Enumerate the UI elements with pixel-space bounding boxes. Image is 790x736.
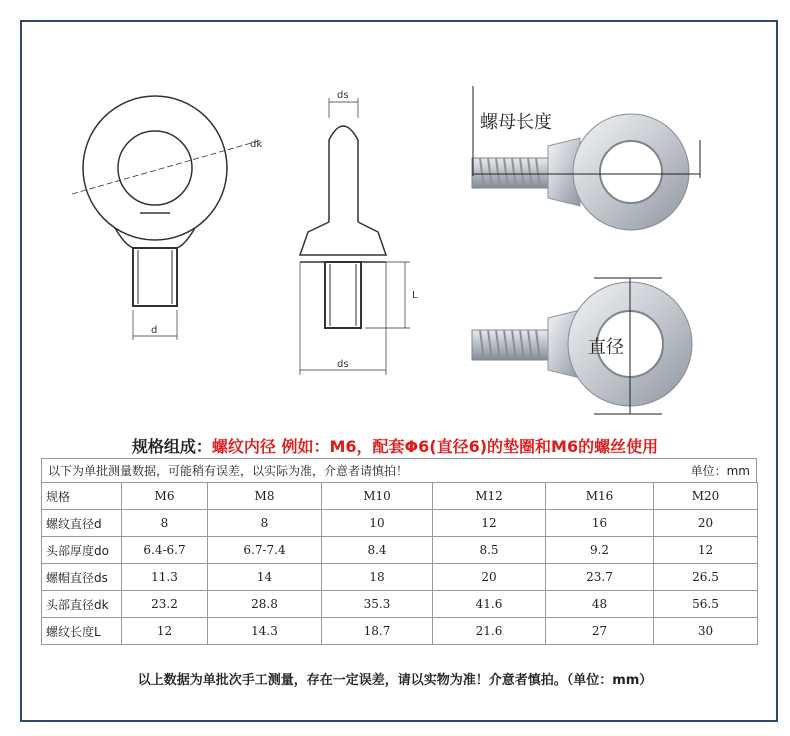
table-cell: 8.5 (433, 537, 546, 564)
table-row (42, 591, 758, 618)
table-cell: 23.2 (122, 591, 208, 618)
table-cell: 20 (654, 510, 758, 537)
spec-heading-prefix: 规格组成： (131, 437, 212, 456)
table-cell: 14 (208, 564, 322, 591)
table-cell: 28.8 (208, 591, 322, 618)
table-cell: 8 (122, 510, 208, 537)
label-nut-length: 螺母长度 (480, 112, 552, 133)
table-cell: 8 (208, 510, 322, 537)
table-cell: 30 (654, 618, 758, 645)
spec-grid (41, 482, 758, 645)
table-cell: 26.5 (654, 564, 758, 591)
table-cell: 23.7 (546, 564, 654, 591)
table-cell: 8.4 (322, 537, 433, 564)
label-ds-bottom: ds (337, 359, 349, 370)
row-label: 螺纹长度L (42, 618, 122, 645)
ring-outer (83, 96, 227, 240)
eye-bolt-photo-top (472, 86, 700, 230)
header-cell: 规格 (42, 483, 122, 510)
table-row (42, 564, 758, 591)
label-L: L (412, 290, 418, 301)
table-header-row (42, 483, 758, 510)
table-cell: 9.2 (546, 537, 654, 564)
table-unit: 单位：mm (690, 464, 750, 478)
table-cell: 12 (654, 537, 758, 564)
front-view-drawing (72, 96, 262, 340)
label-ds-top: ds (337, 90, 349, 101)
table-cell: 11.3 (122, 564, 208, 591)
footer-note: 以上数据为单批次手工测量，存在一定误差，请以实物为准！介意者慎拍。（单位：mm） (137, 673, 653, 688)
row-label: 头部直径dk (42, 591, 122, 618)
label-diameter: 直径 (588, 337, 624, 358)
label-dk: dk (250, 139, 263, 150)
table-row (42, 510, 758, 537)
table-cell: 18.7 (322, 618, 433, 645)
table-row (42, 618, 758, 645)
header-cell: M20 (654, 483, 758, 510)
header-cell: M16 (546, 483, 654, 510)
header-cell: M6 (122, 483, 208, 510)
spec-heading-highlight: 螺纹内径 例如：M6，配套Φ6(直径6)的垫圈和M6的螺丝使用 (211, 437, 659, 456)
table-cell: 6.7-7.4 (208, 537, 322, 564)
table-note-row (41, 458, 757, 482)
table-cell: 35.3 (322, 591, 433, 618)
row-label: 螺帽直径ds (42, 564, 122, 591)
table-cell: 10 (322, 510, 433, 537)
spec-heading (0, 434, 790, 457)
eye-bolt-photo-bottom (472, 278, 692, 414)
table-cell: 16 (546, 510, 654, 537)
label-d: d (151, 325, 158, 336)
row-label: 螺纹直径d (42, 510, 122, 537)
table-row (42, 537, 758, 564)
table-cell: 14.3 (208, 618, 322, 645)
table-cell: 20 (433, 564, 546, 591)
spec-table (41, 458, 757, 645)
table-note: 以下为单批测量数据，可能稍有误差，以实际为准，介意者请慎拍！ (48, 464, 409, 478)
table-cell: 56.5 (654, 591, 758, 618)
row-label: 头部厚度do (42, 537, 122, 564)
table-cell: 21.6 (433, 618, 546, 645)
table-cell: 6.4-6.7 (122, 537, 208, 564)
side-view-drawing (300, 98, 410, 375)
ring-inner (118, 131, 192, 205)
table-cell: 12 (122, 618, 208, 645)
header-cell: M12 (433, 483, 546, 510)
table-cell: 12 (433, 510, 546, 537)
table-cell: 41.6 (433, 591, 546, 618)
header-cell: M8 (208, 483, 322, 510)
table-cell: 48 (546, 591, 654, 618)
table-cell: 18 (322, 564, 433, 591)
header-cell: M10 (322, 483, 433, 510)
eye-bolt-figure (22, 22, 776, 434)
table-cell: 27 (546, 618, 654, 645)
